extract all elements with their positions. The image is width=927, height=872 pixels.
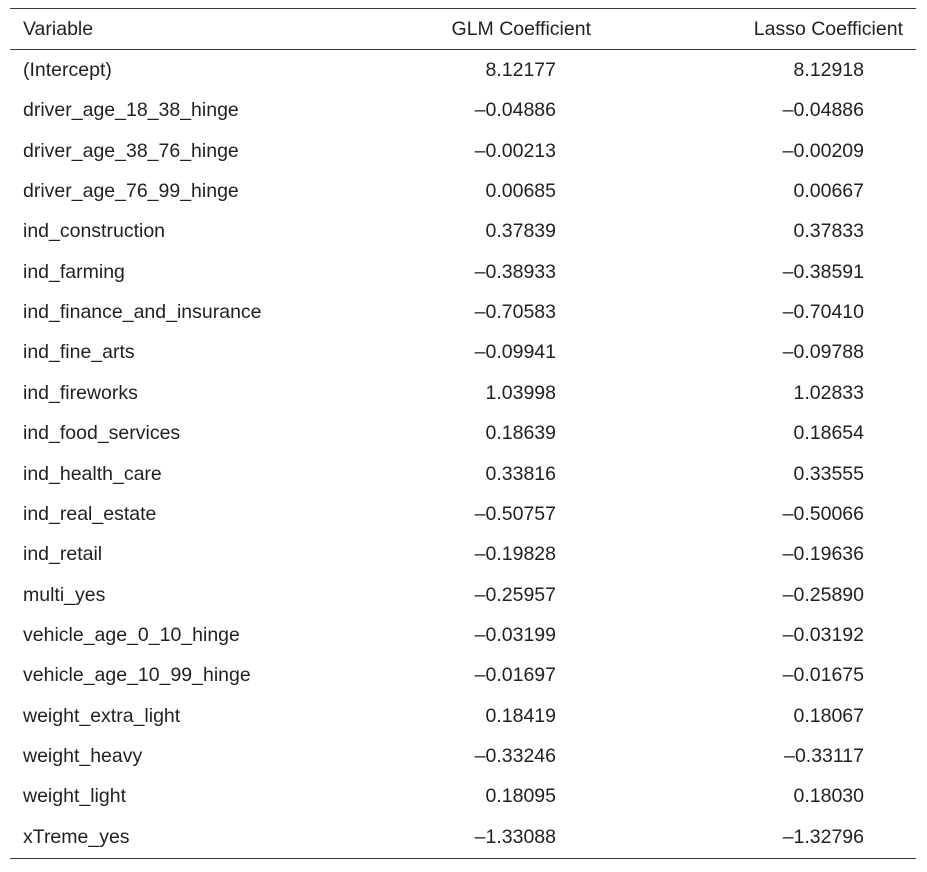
variable-cell: vehicle_age_0_10_hinge xyxy=(23,623,240,646)
lasso-coefficient-cell: 0.18030 xyxy=(793,785,864,808)
glm-coefficient-cell: 0.18639 xyxy=(485,422,556,445)
glm-coefficient-cell: 0.37839 xyxy=(485,220,556,243)
glm-coefficient-cell: –0.25957 xyxy=(474,583,556,606)
lasso-coefficient-cell: 0.18654 xyxy=(793,422,864,445)
glm-coefficient-cell: 0.33816 xyxy=(485,462,556,485)
variable-cell: weight_heavy xyxy=(23,744,143,767)
glm-coefficient-cell: –0.04886 xyxy=(474,99,556,122)
variable-cell: ind_health_care xyxy=(23,462,162,485)
glm-coefficient-cell: 0.00685 xyxy=(485,180,556,203)
variable-cell: ind_fireworks xyxy=(23,381,138,404)
table-row xyxy=(0,776,927,816)
lasso-coefficient-cell: 0.00667 xyxy=(793,180,864,203)
glm-coefficient-cell: –0.09941 xyxy=(474,341,556,364)
variable-cell: weight_extra_light xyxy=(23,704,181,727)
variable-cell: ind_construction xyxy=(23,220,166,243)
table-row xyxy=(0,373,927,413)
lasso-coefficient-cell: –0.03192 xyxy=(782,623,864,646)
table-bottom-rule xyxy=(10,858,916,859)
table-row xyxy=(0,252,927,292)
lasso-coefficient-cell: –0.00209 xyxy=(782,139,864,162)
variable-cell: ind_finance_and_insurance xyxy=(23,301,262,324)
lasso-coefficient-cell: 1.02833 xyxy=(793,381,864,404)
variable-cell: ind_retail xyxy=(23,543,103,566)
table-row xyxy=(0,575,927,615)
table-row xyxy=(0,655,927,695)
table-row xyxy=(0,90,927,130)
lasso-coefficient-cell: 0.37833 xyxy=(793,220,864,243)
header-lasso-coefficient: Lasso Coefficient xyxy=(753,18,903,40)
lasso-coefficient-cell: –0.04886 xyxy=(782,99,864,122)
variable-cell: driver_age_76_99_hinge xyxy=(23,180,239,203)
glm-coefficient-cell: –0.70583 xyxy=(474,301,556,324)
lasso-coefficient-cell: –0.01675 xyxy=(782,664,864,687)
table-row xyxy=(0,494,927,534)
variable-cell: multi_yes xyxy=(23,583,106,606)
variable-cell: driver_age_38_76_hinge xyxy=(23,139,239,162)
glm-coefficient-cell: –1.33088 xyxy=(474,825,556,848)
table-row xyxy=(0,211,927,251)
lasso-coefficient-cell: –0.19636 xyxy=(782,543,864,566)
header-glm-coefficient: GLM Coefficient xyxy=(451,18,591,40)
lasso-coefficient-cell: –0.09788 xyxy=(782,341,864,364)
glm-coefficient-cell: –0.00213 xyxy=(474,139,556,162)
glm-coefficient-cell: 0.18419 xyxy=(485,704,556,727)
table-row xyxy=(0,50,927,90)
glm-coefficient-cell: 1.03998 xyxy=(485,381,556,404)
variable-cell: ind_food_services xyxy=(23,422,181,445)
lasso-coefficient-cell: 0.18067 xyxy=(793,704,864,727)
table-row xyxy=(0,736,927,776)
lasso-coefficient-cell: –1.32796 xyxy=(782,825,864,848)
table-row xyxy=(0,292,927,332)
table-row xyxy=(0,332,927,372)
glm-coefficient-cell: –0.03199 xyxy=(474,623,556,646)
table-row xyxy=(0,413,927,453)
table-row xyxy=(0,615,927,655)
lasso-coefficient-cell: 0.33555 xyxy=(793,462,864,485)
variable-cell: driver_age_18_38_hinge xyxy=(23,99,239,122)
table-row xyxy=(0,696,927,736)
lasso-coefficient-cell: –0.38591 xyxy=(782,260,864,283)
lasso-coefficient-cell: 8.12918 xyxy=(793,59,864,81)
glm-coefficient-cell: –0.19828 xyxy=(474,543,556,566)
variable-cell: ind_fine_arts xyxy=(23,341,135,364)
variable-cell: ind_farming xyxy=(23,260,125,283)
table-row xyxy=(0,817,927,857)
variable-cell: vehicle_age_10_99_hinge xyxy=(23,664,251,687)
table-row xyxy=(0,454,927,494)
glm-coefficient-cell: 0.18095 xyxy=(485,785,556,808)
variable-cell: weight_light xyxy=(23,785,126,808)
variable-cell: ind_real_estate xyxy=(23,502,157,525)
table-row xyxy=(0,534,927,574)
header-variable: Variable xyxy=(23,18,94,40)
lasso-coefficient-cell: –0.25890 xyxy=(782,583,864,606)
glm-coefficient-cell: –0.01697 xyxy=(474,664,556,687)
glm-coefficient-cell: –0.38933 xyxy=(474,260,556,283)
glm-coefficient-cell: –0.33246 xyxy=(474,744,556,767)
lasso-coefficient-cell: –0.70410 xyxy=(782,301,864,324)
lasso-coefficient-cell: –0.50066 xyxy=(782,502,864,525)
variable-cell: (Intercept) xyxy=(23,59,112,81)
table-header-row xyxy=(0,9,927,49)
glm-coefficient-cell: 8.12177 xyxy=(485,59,556,81)
variable-cell: xTreme_yes xyxy=(23,825,130,848)
lasso-coefficient-cell: –0.33117 xyxy=(784,744,864,767)
table-row xyxy=(0,131,927,171)
glm-coefficient-cell: –0.50757 xyxy=(474,502,556,525)
table-row xyxy=(0,171,927,211)
